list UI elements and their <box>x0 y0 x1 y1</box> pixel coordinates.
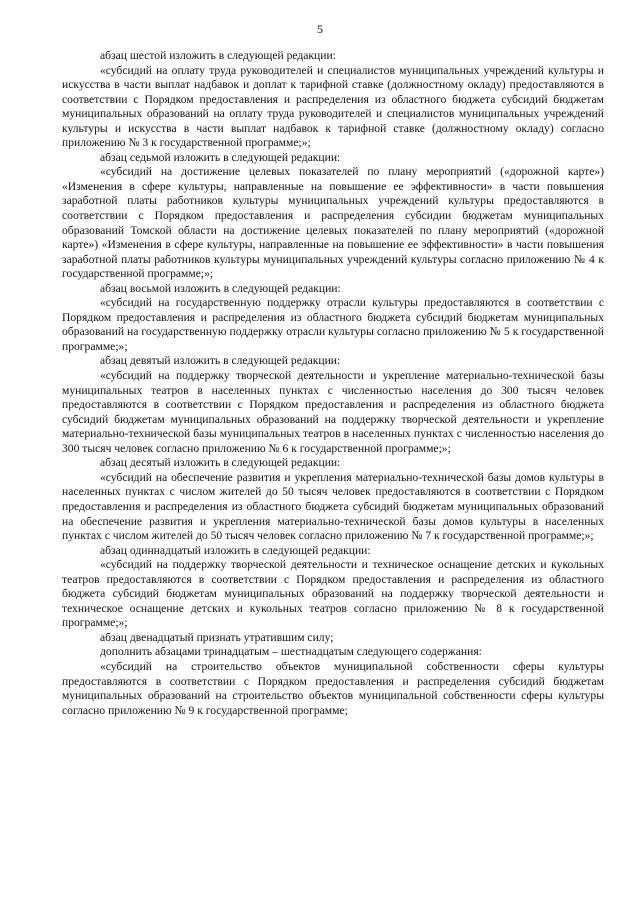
paragraph-instruction: дополнить абзацами тринадцатым – шестнадцатым следующего содержания: <box>100 645 482 659</box>
paragraph-quote: «субсидий на государственную поддержку отрасли культуры предоставляются в соответствии с Порядком предоставления и распределения из областного бюджета субсидий бюджетам муниципальных образований на государственную поддержку отрасли культуры согласно приложению № 5 к государственной программе;»; <box>62 296 604 353</box>
paragraph-quote: «субсидий на поддержку творческой деятельности и укрепление материально-технической базы муниципальных театров в населенных пунктах с численностью населения до 300 тысяч человек предоставляются в соответствии с Порядком предоставления и распределения из областного бюджета субсидий бюджетам муниципальных образований на поддержку творческой деятельности и укрепление материально-технической базы муниципальных театров в населенных пунктах с численностью населения до 300 тысяч человек согласно приложению № 6 к государственной программе;»; <box>62 369 604 455</box>
document-body <box>62 49 604 718</box>
paragraph-instruction: абзац шестой изложить в следующей редакции: <box>100 49 336 62</box>
paragraph-instruction: абзац десятый изложить в следующей редакции: <box>100 456 341 470</box>
page-number: 5 <box>317 22 323 36</box>
paragraph-quote: «субсидий на оплату труда руководителей и специалистов муниципальных учреждений культуры и искусства в части выплат надбавок и доплат к тарифной ставке (должностному окладу) предоставляются в соответствии с Порядком предоставления и распределения из областного бюджета субсидий бюджетам муниципальных образований на оплату труда руководителей и специалистов муниципальных учреждений культуры и искусства в части выплат надбавок к тарифной ставке (должностному окладу) согласно приложению № 3 к государственной программе;»; <box>62 63 604 150</box>
paragraph-quote: «субсидий на поддержку творческой деятельности и техническое оснащение детских и кукольных театров предоставляются в соответствии с Порядком предоставления и распределения из областного бюджета субсидий бюджетам муниципальных образований на поддержку творческой деятельности и техническое оснащение детских и кукольных театров согласно приложению № 8 к государственной программе;»; <box>62 558 604 630</box>
paragraph-instruction: абзац восьмой изложить в следующей редакции: <box>100 281 341 295</box>
paragraph-instruction: абзац двенадцатый признать утратившим силу; <box>100 630 334 644</box>
paragraph-instruction: абзац девятый изложить в следующей редакции: <box>100 354 341 368</box>
paragraph-quote: «субсидий на обеспечение развития и укрепления материально-технической базы домов культуры в населенных пунктах с числом жителей до 50 тысяч человек предоставляются в соответствии с Порядком предоставления и распределения из областного бюджета субсидий бюджетам муниципальных образований на обеспечение развития и укрепления материально-технической базы домов культуры в населенных пунктах с числом жителей до 50 тысяч человек согласно приложению № 7 к государственной программе;»; <box>62 470 604 543</box>
paragraph-quote: «субсидий на строительство объектов муниципальной собственности сферы культуры предоставляются в соответствии с Порядком предоставления и распределения субсидий бюджетам муниципальных образований на строительство объектов муниципальной собственности сферы культуры согласно приложению № 9 к государственной программе; <box>62 659 604 717</box>
paragraph-instruction: абзац седьмой изложить в следующей редакции: <box>100 150 341 164</box>
paragraph-instruction: абзац одиннадцатый изложить в следующей редакции: <box>100 543 371 557</box>
paragraph-quote: «субсидий на достижение целевых показателей по плану мероприятий («дорожной карте») «Изменения в сфере культуры, направленные на повышение ее эффективности» в части повышения заработной платы работников культуры муниципальных учреждений культуры предоставляются в соответствии с Порядком предоставления и распределения субсидии бюджетам муниципальных образований Томской области на достижение целевых показателей по плану мероприятий («дорожной карте») «Изменения в сфере культуры, направленные на повышение ее эффективности» в части повышения заработной платы работников культуры муниципальных учреждений культуры согласно приложению № 4 к государственной программе;»; <box>62 165 604 281</box>
